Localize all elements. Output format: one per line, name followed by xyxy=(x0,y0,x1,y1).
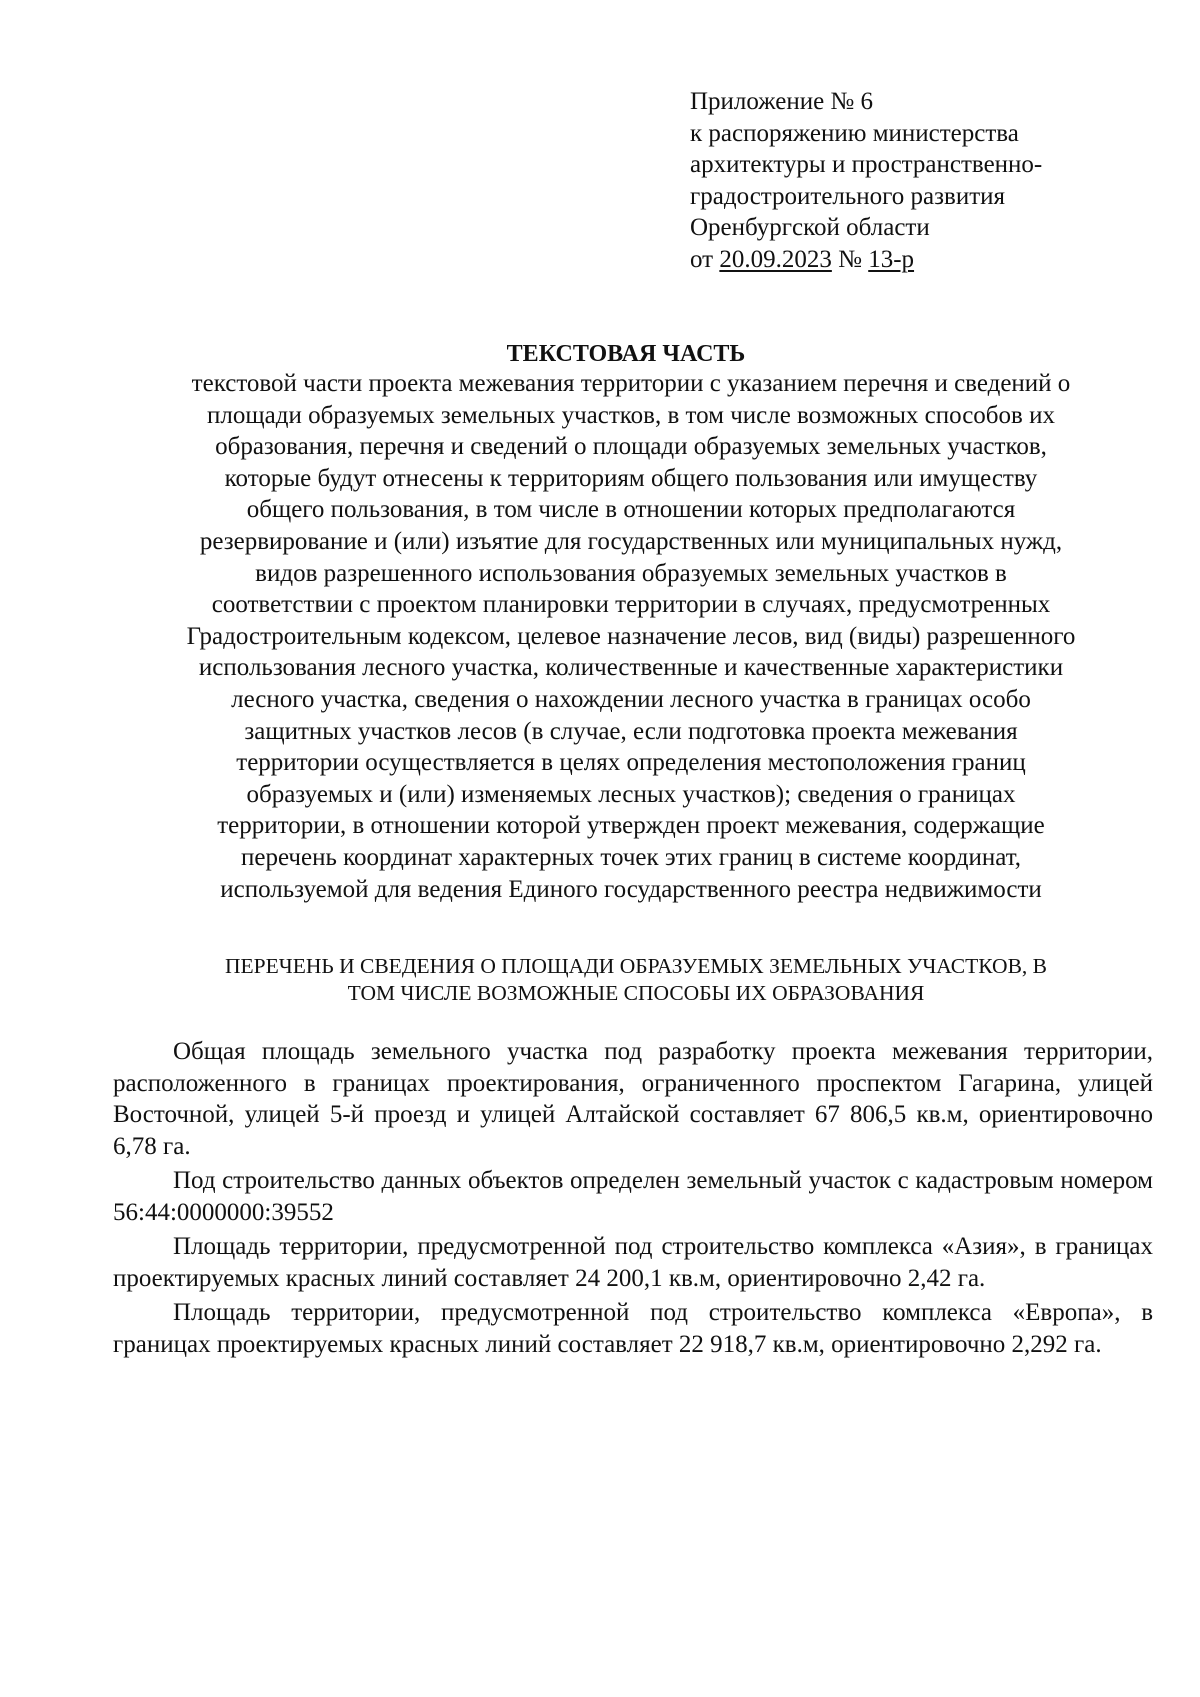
subtitle-line: территории осуществляется в целях определения местоположения границ xyxy=(236,749,1026,777)
subtitle-line: территории, в отношении которой утвержден проект межевания, содержащие xyxy=(217,812,1045,840)
date-prefix: от xyxy=(690,245,720,273)
order-date: 20.09.2023 xyxy=(719,245,832,273)
appendix-number: Приложение № 6 xyxy=(690,88,874,115)
appendix-line: градостроительного развития xyxy=(690,182,1006,210)
subtitle-line: общего пользования, в том числе в отношении которых предполагаются xyxy=(246,496,1016,524)
document-title: ТЕКСТОВАЯ ЧАСТЬ xyxy=(506,341,746,367)
subtitle-line: защитных участков лесов (в случае, если подготовка проекта межевания xyxy=(244,717,1018,745)
order-number: 13-р xyxy=(868,245,915,273)
appendix-date-line xyxy=(690,244,1160,276)
appendix-line: архитектуры и пространственно- xyxy=(690,151,1043,178)
subtitle-line: образования, перечня и сведений о площади образуемых земельных участков, xyxy=(215,433,1047,461)
subtitle-line: площади образуемых земельных участков, в том числе возможных способов их xyxy=(207,401,1055,429)
subtitle-line: резервирование и (или) изъятие для государственных или муниципальных нужд, xyxy=(199,527,1063,555)
appendix-line: Оренбургской области xyxy=(690,214,930,241)
paragraph-europe-complex: Площадь территории, предусмотренной под строительство комплекса «Европа», в границах проектируемых красных линий составляет 22 918,7 кв.м, ориентировочно 2,292 га. xyxy=(113,1299,1153,1358)
document-body xyxy=(113,1036,1153,1363)
section-heading xyxy=(110,953,1162,1007)
appendix-header xyxy=(690,86,1160,275)
subtitle-line: текстовой части проекта межевания территории с указанием перечня и сведений о xyxy=(191,370,1071,397)
subtitle-line: соответствии с проектом планировки территории в случаях, предусмотренных xyxy=(211,591,1051,619)
subtitle-line: Градостроительным кодексом, целевое назначение лесов, вид (виды) разрешенного xyxy=(186,622,1076,650)
section-heading-line: ПЕРЕЧЕНЬ И СВЕДЕНИЯ О ПЛОЩАДИ ОБРАЗУЕМЫХ ЗЕМЕЛЬНЫХ УЧАСТКОВ, В xyxy=(225,954,1047,978)
paragraph-asia-complex: Площадь территории, предусмотренной под строительство комплекса «Азия», в границах проектируемых красных линий составляет 24 200,1 кв.м, ориентировочно 2,42 га. xyxy=(113,1233,1153,1292)
subtitle-line: используемой для ведения Единого государственного реестра недвижимости xyxy=(220,875,1042,903)
paragraph-cadastral-number: Под строительство данных объектов определен земельный участок с кадастровым номером 56:44:0000000:39552 xyxy=(113,1167,1153,1226)
section-heading-line: ТОМ ЧИСЛЕ ВОЗМОЖНЫЕ СПОСОБЫ ИХ ОБРАЗОВАНИЯ xyxy=(347,981,925,1005)
subtitle-line: использования лесного участка, количественные и качественные характеристики xyxy=(198,654,1064,682)
appendix-line: к распоряжению министерства xyxy=(690,119,1019,147)
subtitle-line: которые будут отнесены к территориям общего пользования или имуществу xyxy=(224,464,1038,492)
subtitle-line: видов разрешенного использования образуемых земельных участков в xyxy=(255,559,1007,587)
number-prefix: № xyxy=(831,245,869,273)
subtitle-line: образуемых и (или) изменяемых лесных участков); сведения о границах xyxy=(246,780,1016,808)
subtitle-line: лесного участка, сведения о нахождении лесного участка в границах особо xyxy=(231,685,1031,713)
document-subtitle xyxy=(110,368,1152,905)
paragraph-total-area: Общая площадь земельного участка под разработку проекта межевания территории, расположенного в границах проектирования, ограниченного проспектом Гагарина, улицей Восточной, улицей 5-й проезд и улицей Алтайской составляет 67 806,5 кв.м, ориентировочно 6,78 га. xyxy=(113,1038,1153,1160)
subtitle-line: перечень координат характерных точек этих границ в системе координат, xyxy=(240,843,1022,871)
